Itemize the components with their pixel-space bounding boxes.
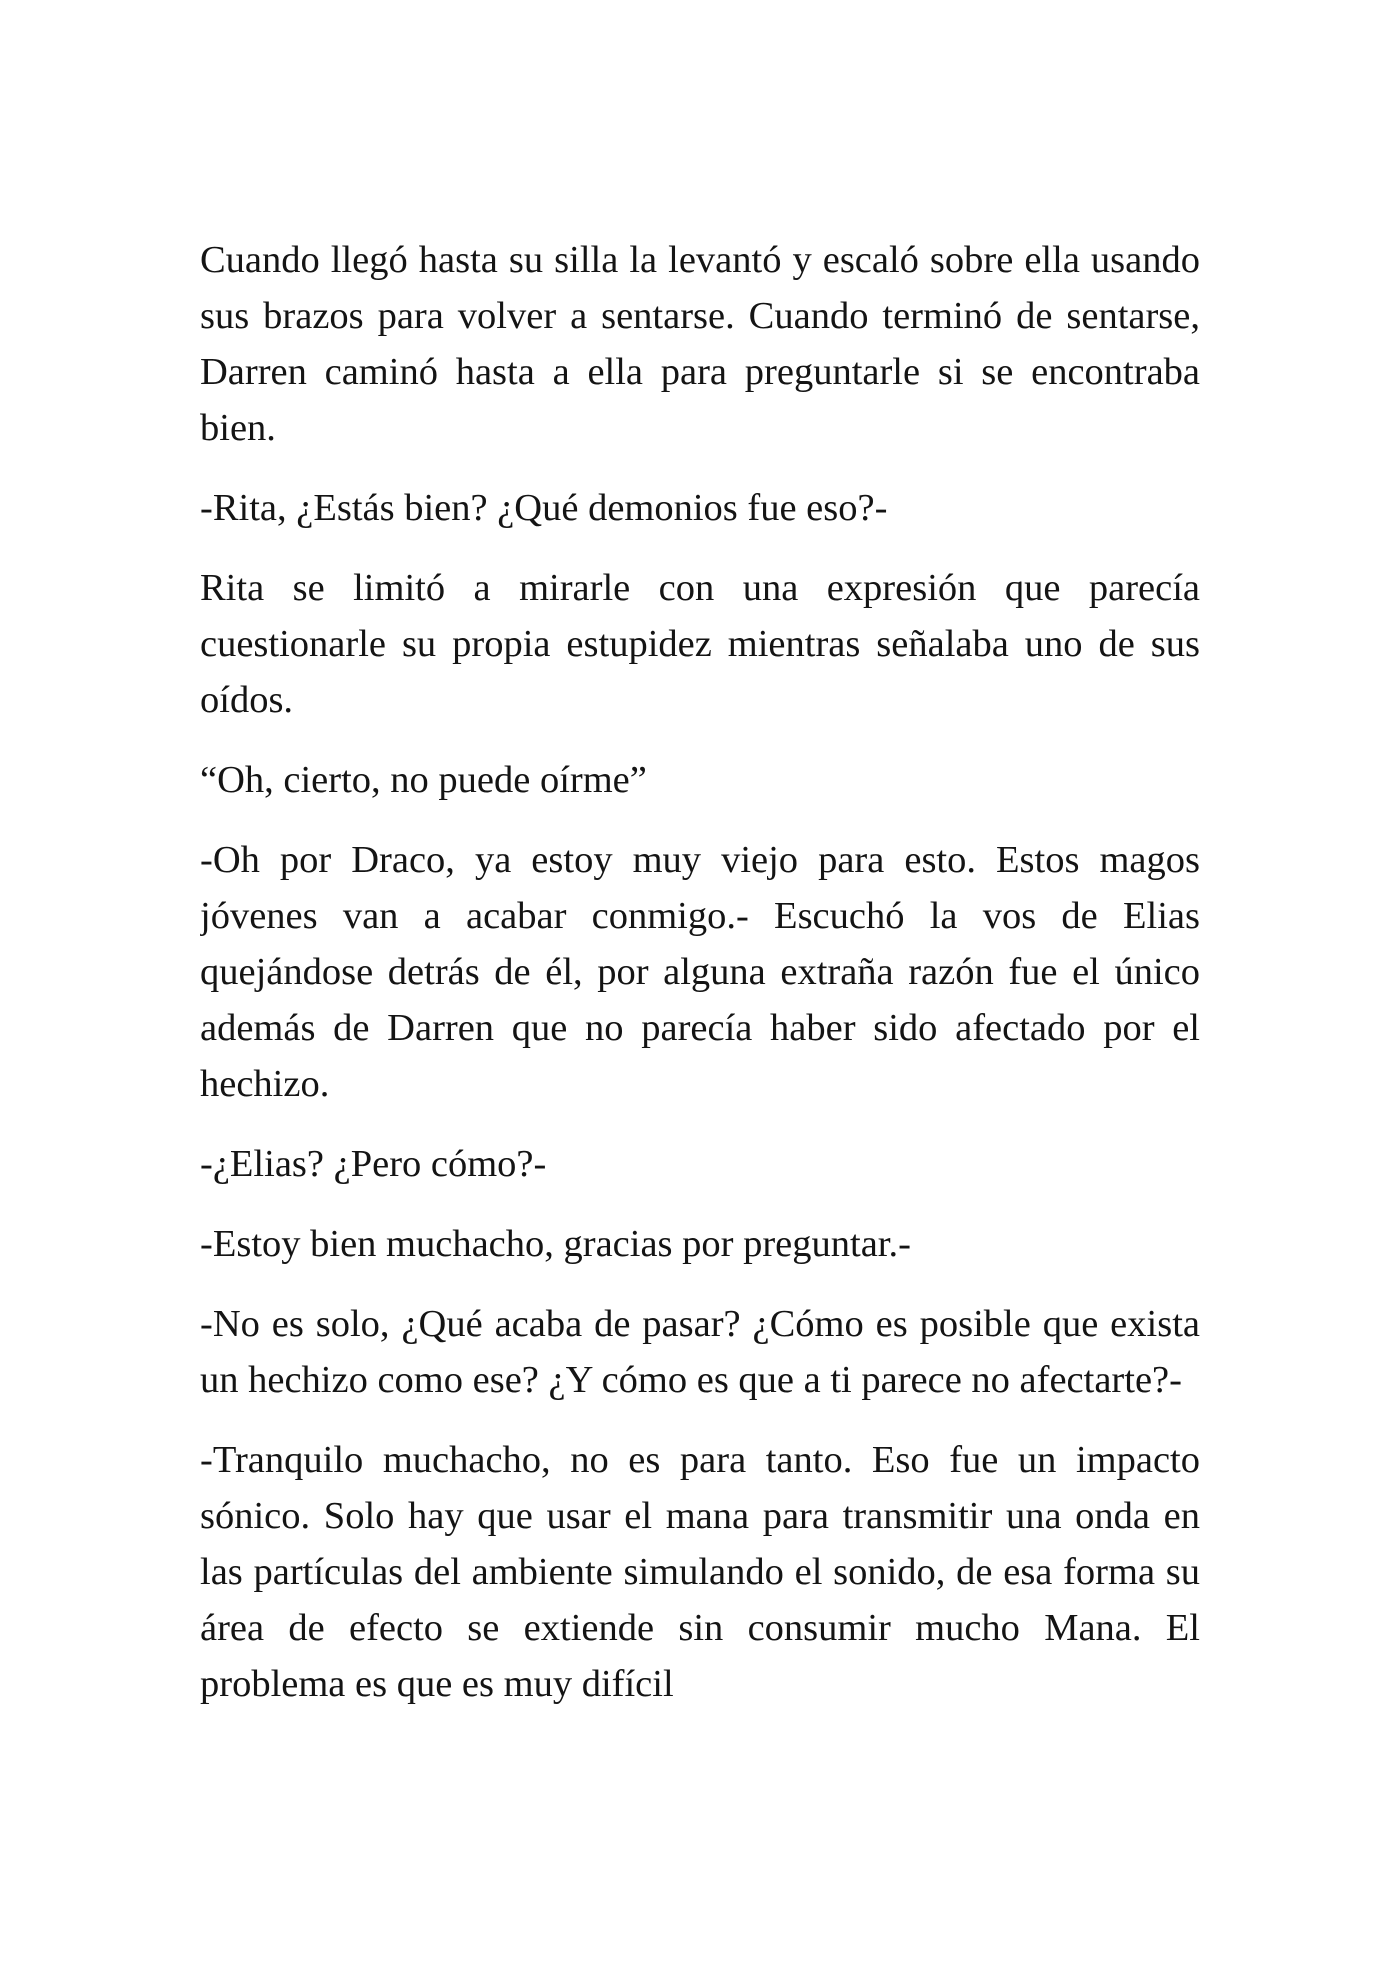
paragraph-5: -Oh por Draco, ya estoy muy viejo para esto. Estos magos jóvenes van a acabar conmigo.- Escuchó la vos de Elias quejándose detrás de él, por alguna extraña razón fue el único además de Darren que no parecía haber sido afectado por el hechizo. — [200, 839, 1200, 1105]
document-page — [200, 232, 1200, 1792]
paragraph-3: Rita se limitó a mirarle con una expresión que parecía cuestionarle su propia estupidez mientras señalaba uno de sus oídos. — [200, 567, 1200, 721]
paragraph-9: -Tranquilo muchacho, no es para tanto. Eso fue un impacto sónico. Solo hay que usar el mana para transmitir una onda en las partículas del ambiente simulando el sonido, de esa forma su área de efecto se extiende sin consumir mucho Mana. El problema es que es muy difícil — [200, 1439, 1200, 1705]
paragraph-7: -Estoy bien muchacho, gracias por preguntar.- — [200, 1223, 911, 1265]
paragraph-8: -No es solo, ¿Qué acaba de pasar? ¿Cómo es posible que exista un hechizo como ese? ¿Y cómo es que a ti parece no afectarte?- — [200, 1303, 1200, 1401]
paragraph-1: Cuando llegó hasta su silla la levantó y escaló sobre ella usando sus brazos para volver a sentarse. Cuando terminó de sentarse, Darren caminó hasta a ella para preguntarle si se encontraba bien. — [200, 239, 1200, 449]
paragraph-2: -Rita, ¿Estás bien? ¿Qué demonios fue eso?- — [200, 487, 888, 529]
paragraph-4: “Oh, cierto, no puede oírme” — [200, 759, 647, 801]
paragraph-6: -¿Elias? ¿Pero cómo?- — [200, 1143, 547, 1185]
